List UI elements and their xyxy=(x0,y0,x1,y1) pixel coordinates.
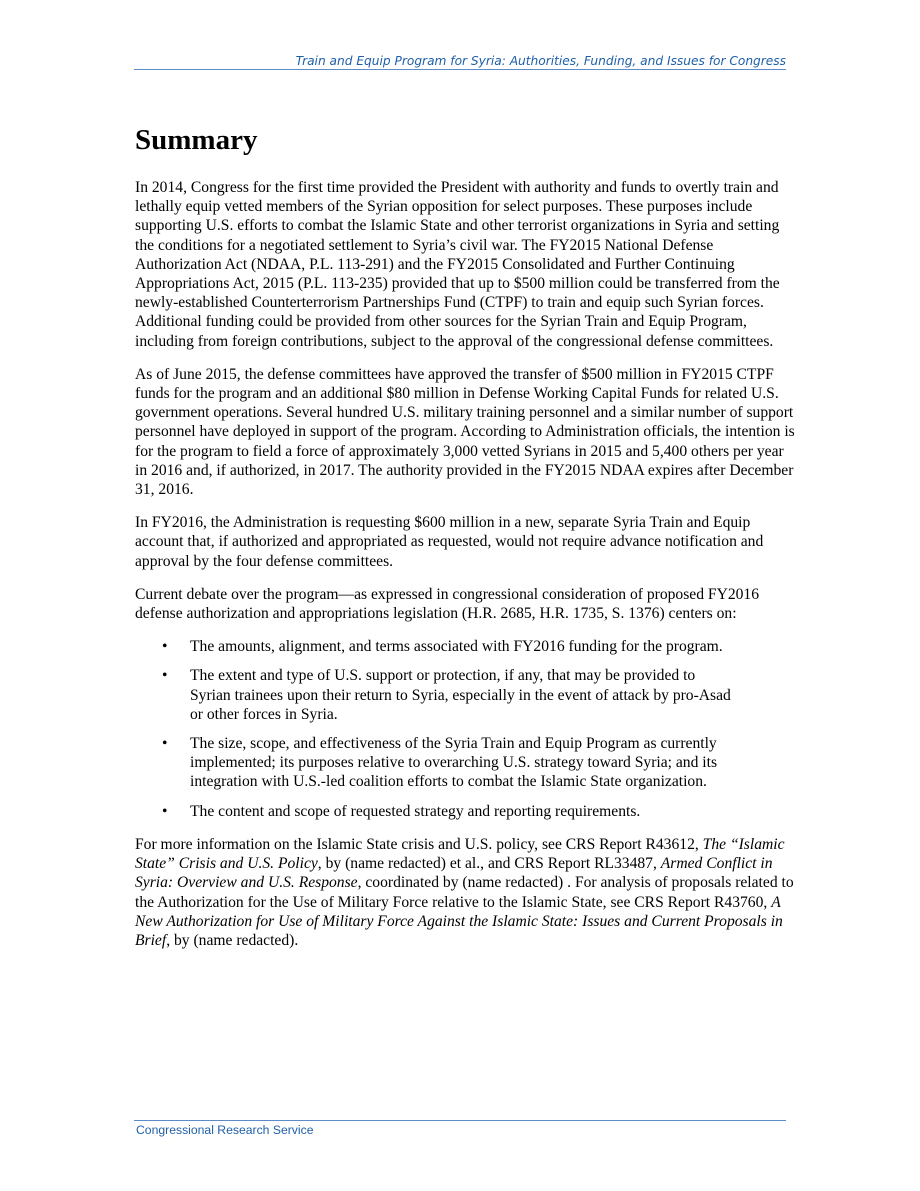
debate-issues-list xyxy=(135,637,795,821)
bullet-icon: • xyxy=(162,667,168,685)
footer-rule xyxy=(134,1120,786,1121)
report-title-armed-conflict-syria: Armed Conflict in Syria: Overview and U.S. Response xyxy=(135,855,773,892)
bullet-icon: • xyxy=(162,735,168,753)
bullet-icon: • xyxy=(162,802,168,820)
paragraph-fy2016-request: In FY2016, the Administration is requesting $600 million in a new, separate Syria Train and Equip account that, if authorized and appropriated as requested, would not require advance notification and approval by the four defense committees. xyxy=(135,514,764,570)
report-title-new-aumf: A New Authorization for Use of Military Force Against the Islamic State: Issues and Current Proposals in Brief xyxy=(135,893,783,949)
paragraph-current-debate: Current debate over the program—as expressed in congressional consideration of proposed FY2016 defense authorization and appropriations legislation (H.R. 2685, H.R. 1735, S. 1376) centers on: xyxy=(135,585,760,623)
report-title-islamic-state-crisis: The “Islamic State” Crisis and U.S. Policy xyxy=(135,835,785,873)
list-item-text: The extent and type of U.S. support or protection, if any, that may be provided to Syrian trainees upon their return to Syria, especially in the event of attack by pro-Asad or other forces in Syria. xyxy=(190,667,731,723)
more-info-text: , by (name redacted). xyxy=(166,931,299,949)
page-title: Summary xyxy=(135,124,258,156)
list-item xyxy=(135,666,735,724)
paragraph-authority: In 2014, Congress for the first time provided the President with authority and funds to overtly train and lethally equip vetted members of the Syrian opposition for select purposes. These purposes include supporting U.S. efforts to combat the Islamic State and other terrorist organizations in Syria and setting the conditions for a negotiated settlement to Syria’s civil war. The FY2015 National Defense Authorization Act (NDAA, P.L. 113-291) and the FY2015 Consolidated and Further Continuing Appropriations Act, 2015 (P.L. 113-235) provided that up to $500 million could be transferred from the newly-established Counterterrorism Partnerships Fund (CTPF) to train and equip such Syrian forces. Additional funding could be provided from other sources for the Syrian Train and Equip Program, including from foreign contributions, subject to the approval of the congressional defense committees. xyxy=(135,179,780,350)
paragraph-more-information xyxy=(135,835,795,950)
more-info-text: , by (name redacted) et al., and CRS Report RL33487, xyxy=(317,855,661,873)
bullet-icon: • xyxy=(162,638,168,656)
list-item xyxy=(135,637,735,656)
paragraph-funding-status: As of June 2015, the defense committees have approved the transfer of $500 million in FY2015 CTPF funds for the program and an additional $80 million in Defense Working Capital Funds for related U.S. government operations. Several hundred U.S. military training personnel and a similar number of support personnel have deployed in support of the program. According to Administration officials, the intention is for the program to field a force of approximately 3,000 vetted Syrians in 2015 and 5,400 others per year in 2016 and, if authorized, in 2017. The authority provided in the FY2015 NDAA expires after December 31, 2016. xyxy=(135,365,795,499)
running-header-title: Train and Equip Program for Syria: Authorities, Funding, and Issues for Congress xyxy=(295,54,786,68)
list-item-text: The content and scope of requested strategy and reporting requirements. xyxy=(190,802,641,820)
list-item-text: The amounts, alignment, and terms associated with FY2016 funding for the program. xyxy=(190,638,723,656)
list-item-text: The size, scope, and effectiveness of the Syria Train and Equip Program as currently implemented; its purposes relative to overarching U.S. strategy toward Syria; and its integration with U.S.-led coalition efforts to combat the Islamic State organization. xyxy=(190,735,718,791)
more-info-text: For more information on the Islamic State crisis and U.S. policy, see CRS Report R43612, xyxy=(135,835,703,853)
list-item xyxy=(135,734,735,792)
list-item xyxy=(135,802,735,821)
header-rule xyxy=(134,69,786,70)
footer-publisher: Congressional Research Service xyxy=(136,1123,314,1137)
more-info-text: , coordinated by (name redacted) . For analysis of proposals related to the Authorization for the Use of Military Force relative to the Islamic State, see CRS Report R43760, xyxy=(135,874,794,911)
summary-body xyxy=(135,178,795,964)
